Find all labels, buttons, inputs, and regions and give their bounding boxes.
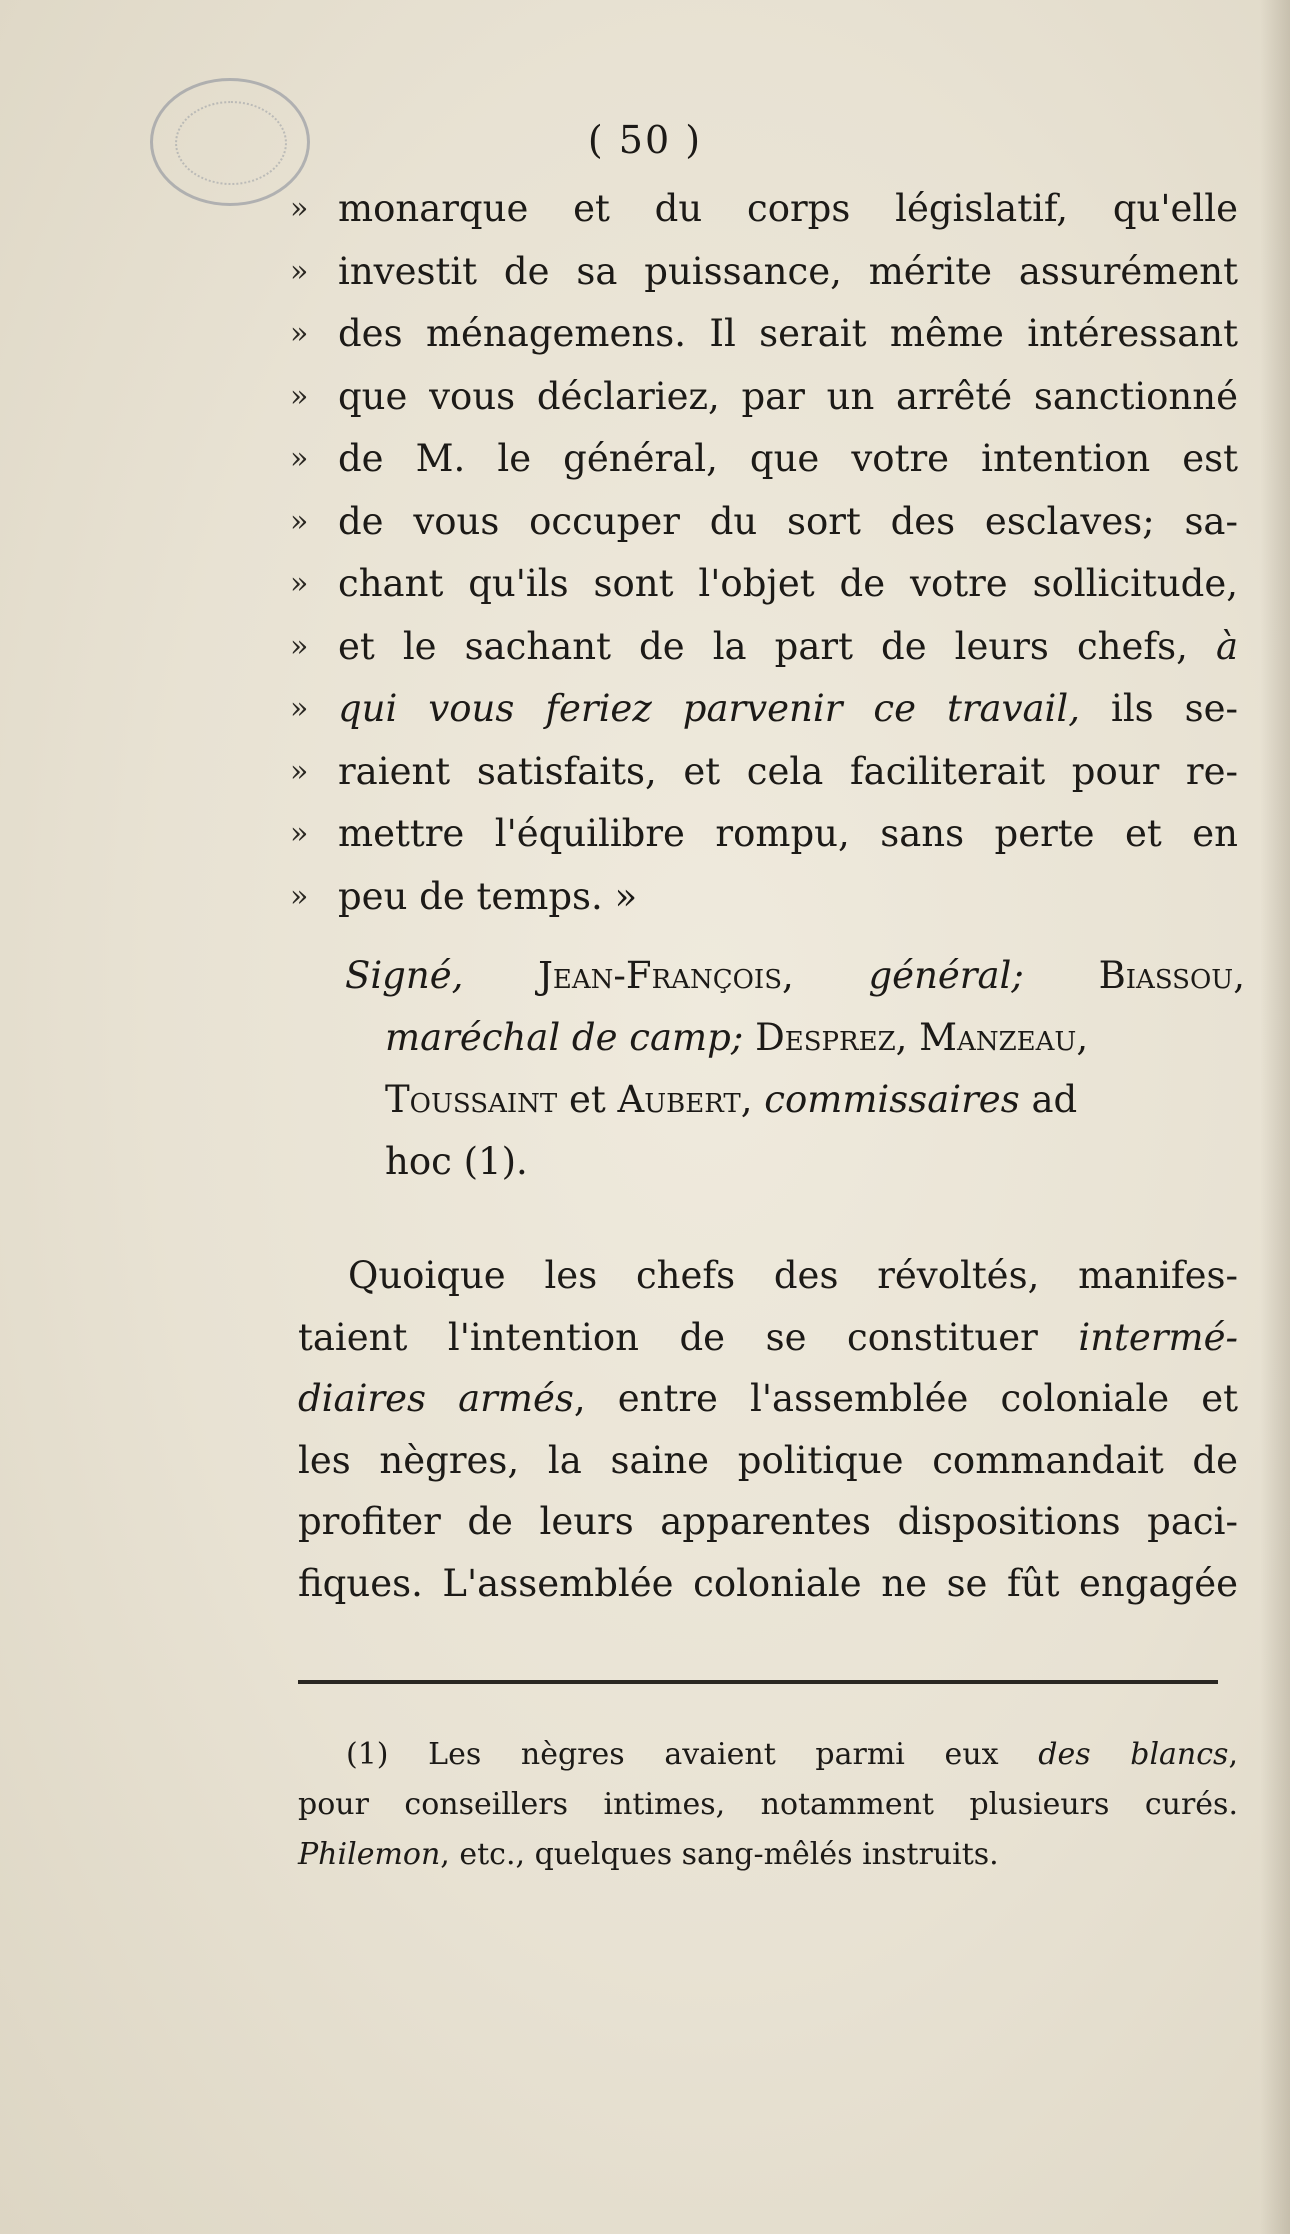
paragraph-line: les nègres, la saine politique commandait de (298, 1438, 1238, 1482)
footnote-text: , etc., quelques sang-mêlés instruits. (440, 1837, 999, 1872)
paragraph-text: , entre l'assemblée coloniale et (573, 1377, 1238, 1420)
paragraph-line: fiques. L'assemblée coloniale ne se fût engagée (298, 1561, 1238, 1605)
latin-text: ad (1031, 1078, 1078, 1121)
signatory-name: Aubert (617, 1078, 741, 1121)
signatory-name: Toussaint (385, 1078, 558, 1121)
quote-line-text (338, 616, 1238, 679)
quote-text-italic: qui vous feriez parvenir ce travail, (338, 687, 1080, 730)
guillemet-mark: » (290, 503, 309, 539)
signatory-name: Jean-François (538, 954, 782, 997)
quote-line-text: de vous occuper du sort des esclaves; sa- (338, 499, 1238, 543)
quote-text-italic: à (1215, 624, 1238, 668)
quote-line (290, 553, 1240, 616)
conjunction: et (568, 1078, 606, 1121)
signature-line: Signé, Jean-François, général; Biassou, (345, 954, 1245, 997)
punctuation: , (1233, 954, 1245, 997)
quote-line-text: des ménagemens. Il serait même intéressant (338, 312, 1238, 355)
footnote (298, 1730, 1238, 1880)
footnote-italic: Philemon (298, 1837, 441, 1872)
quote-line (290, 866, 1240, 929)
quote-line-text: monarque et du corps législatif, qu'elle (338, 187, 1238, 230)
footnote-line (298, 1830, 1238, 1880)
paragraph-line (298, 1368, 1238, 1430)
quote-line-text: de M. le général, que votre intention est (338, 437, 1238, 480)
quote-line-text: investit de sa puissance, mérite assurément (338, 249, 1238, 293)
quote-line (290, 491, 1240, 554)
quote-line (290, 803, 1240, 866)
signature-line (345, 1131, 1245, 1193)
quote-line (290, 741, 1240, 804)
quote-line (290, 616, 1240, 679)
signature-block (345, 945, 1245, 1193)
footnote-italic: des blancs (1038, 1737, 1229, 1772)
quote-line-text (338, 678, 1238, 741)
guillemet-mark: » (290, 378, 309, 414)
quote-line-text: peu de temps. » (338, 874, 638, 918)
quote-line (290, 241, 1240, 304)
signe-label: Signé, (345, 954, 464, 997)
quote-line (290, 428, 1240, 491)
guillemet-mark: » (290, 816, 309, 851)
punctuation: , (1076, 1016, 1089, 1059)
paragraph-line: Quoique les chefs des révoltés, manifes- (348, 1254, 1238, 1297)
footnote-text: (1) Les nègres avaient parmi eux (346, 1737, 999, 1772)
quoted-letter (290, 178, 1240, 928)
footnote-rule (298, 1680, 1218, 1684)
guillemet-mark: » (290, 253, 309, 289)
guillemet-mark: » (290, 566, 309, 601)
guillemet-mark: » (290, 191, 309, 226)
page-number: ( 50 ) (587, 118, 703, 162)
paragraph-italic: diaires armés (298, 1377, 574, 1420)
latin-text: hoc (1). (385, 1140, 528, 1183)
quote-line (290, 303, 1240, 366)
quote-text-roman: et le sachant de la part de leurs chefs, (338, 624, 1188, 668)
signatory-name: Desprez (755, 1016, 896, 1059)
quote-line-text: chant qu'ils sont l'objet de votre sollicitude, (338, 562, 1238, 605)
guillemet-mark: » (290, 316, 309, 351)
signatory-title: général; (868, 954, 1024, 997)
quote-text-roman: ils se- (1110, 687, 1239, 730)
guillemet-mark: » (290, 441, 309, 476)
punctuation: , (1228, 1737, 1238, 1772)
signatory-title: maréchal de camp; (385, 1016, 744, 1059)
footnote-line: pour conseillers intimes, notamment plusieurs curés. (298, 1787, 1238, 1822)
signature-line (345, 1007, 1245, 1069)
quote-line-text: que vous déclariez, par un arrêté sanctionné (338, 374, 1238, 418)
punctuation: , (740, 1078, 753, 1121)
signature-line (345, 1069, 1245, 1131)
page-edge-shadow (1260, 0, 1290, 2234)
quote-line (290, 366, 1240, 429)
paragraph-text: taient l'intention de se constituer (298, 1315, 1038, 1359)
quote-line-text: mettre l'équilibre rompu, sans perte et en (338, 812, 1238, 855)
quote-line-text: raient satisfaits, et cela faciliterait pour re- (338, 749, 1238, 793)
footnote-line (298, 1730, 1238, 1780)
guillemet-mark: » (290, 753, 309, 789)
paragraph-italic: intermé- (1078, 1315, 1238, 1359)
guillemet-mark: » (290, 628, 309, 664)
signatory-title: commissaires (764, 1078, 1020, 1121)
guillemet-mark: » (290, 691, 309, 726)
signatory-name: Biassou (1098, 954, 1234, 997)
quote-line (290, 178, 1240, 241)
signatory-name: Manzeau (919, 1016, 1077, 1059)
guillemet-mark: » (290, 878, 309, 914)
punctuation: , (895, 1016, 908, 1059)
body-paragraph (298, 1245, 1238, 1614)
paragraph-line (298, 1307, 1238, 1369)
paragraph-line: profiter de leurs apparentes dispositions paci- (298, 1500, 1238, 1543)
quote-line (290, 678, 1240, 741)
